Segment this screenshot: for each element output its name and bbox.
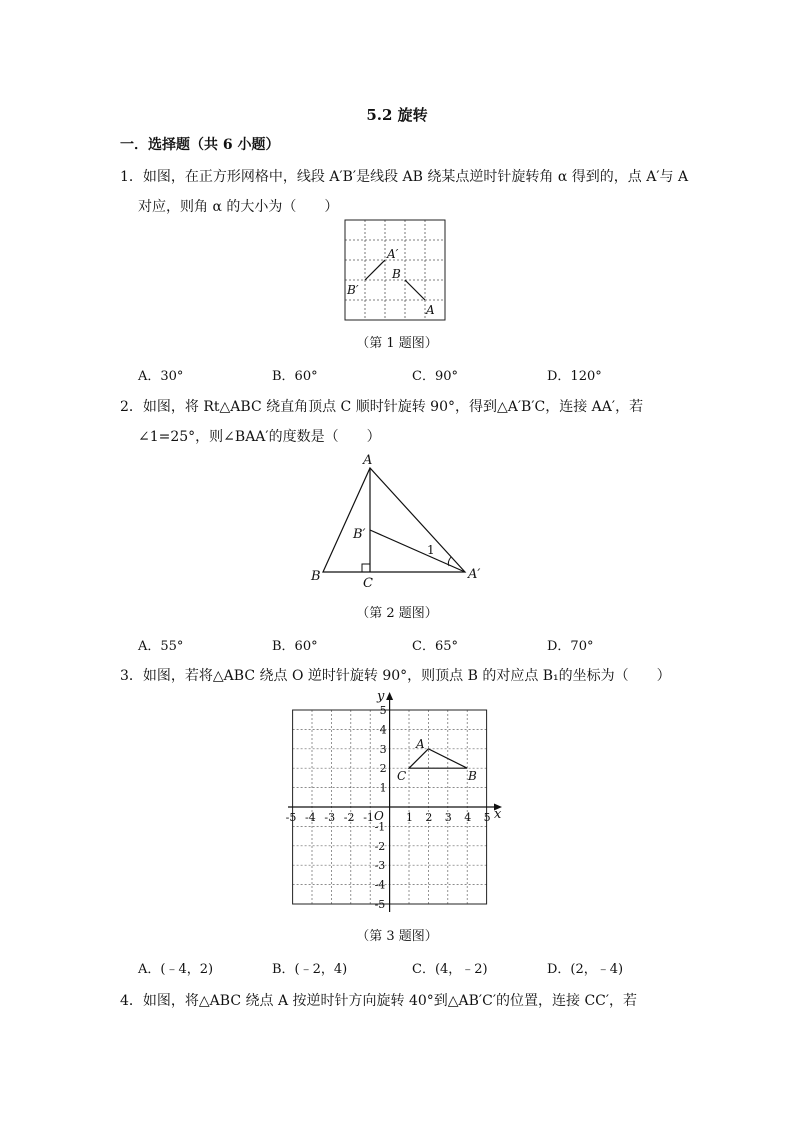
x-axis-label: x bbox=[494, 807, 502, 822]
y-tick-label: -4 bbox=[374, 878, 386, 892]
right-angle-mark bbox=[362, 564, 370, 572]
label-a: A bbox=[426, 303, 435, 317]
triangle-abc bbox=[323, 468, 465, 572]
x-tick-label: 3 bbox=[444, 811, 452, 824]
q3-option-d[interactable]: D．(2，﹣4) bbox=[547, 962, 624, 977]
q2-figure bbox=[305, 450, 495, 595]
x-tick-label: 2 bbox=[425, 811, 433, 824]
q1-option-b[interactable]: B．60° bbox=[272, 369, 318, 384]
label-b-prime: B′ bbox=[347, 283, 359, 297]
label-a: A bbox=[363, 453, 373, 468]
label-c: C bbox=[397, 769, 407, 783]
q3-caption: （第 3 题图） bbox=[356, 929, 438, 944]
q1-option-a[interactable]: A．30° bbox=[138, 369, 184, 384]
y-tick-label: 3 bbox=[379, 742, 387, 756]
x-tick-label: 4 bbox=[464, 811, 472, 824]
q2-caption: （第 2 题图） bbox=[356, 606, 438, 621]
y-axis-arrow bbox=[386, 692, 393, 700]
segment-a-b bbox=[405, 280, 425, 300]
triangle-abc bbox=[409, 749, 467, 768]
y-tick-label: 4 bbox=[379, 723, 387, 737]
section-heading: 一．选择题（共 6 小题） bbox=[120, 137, 280, 153]
q2-text-line2: ∠1=25°，则∠BAA′的度数是（ ） bbox=[138, 429, 381, 445]
label-angle-1: 1 bbox=[427, 543, 435, 557]
q2-option-b[interactable]: B．60° bbox=[272, 639, 318, 654]
q1-text-line1: 1．如图，在正方形网格中，线段 A′B′是线段 AB 绕某点逆时针旋转角 α 得到的，点 A′与 A bbox=[120, 169, 689, 185]
x-tick-label: 5 bbox=[483, 811, 491, 824]
label-b: B bbox=[311, 569, 321, 584]
label-a: A bbox=[416, 737, 425, 751]
q2-text-line1: 2．如图，将 Rt△ABC 绕直角顶点 C 顺时针旋转 90°，得到△A′B′C，连接 AA′，若 bbox=[120, 399, 644, 415]
label-b: B bbox=[392, 267, 401, 281]
y-tick-label: 2 bbox=[379, 762, 387, 776]
q2-option-d[interactable]: D．70° bbox=[547, 639, 594, 654]
label-b-prime: B′ bbox=[353, 527, 366, 542]
x-tick-label: -4 bbox=[305, 811, 316, 824]
y-tick-label: 1 bbox=[379, 781, 387, 795]
y-tick-label: -2 bbox=[374, 839, 386, 853]
x-tick-label: -3 bbox=[324, 811, 336, 824]
y-tick-label: -1 bbox=[374, 820, 386, 834]
q1-caption: （第 1 题图） bbox=[356, 336, 438, 351]
x-tick-labels bbox=[286, 811, 491, 824]
segment-b-prime-a-prime bbox=[370, 530, 465, 572]
q1-option-d[interactable]: D．120° bbox=[547, 369, 602, 384]
q1-text-line2: 对应，则角 α 的大小为（ ） bbox=[138, 199, 339, 215]
q3-text-line1: 3．如图，若将△ABC 绕点 O 逆时针旋转 90°，则顶点 B 的对应点 B₁的坐标为（ ） bbox=[120, 668, 671, 684]
y-axis-label: y bbox=[377, 689, 385, 704]
q2-option-c[interactable]: C．65° bbox=[412, 639, 458, 654]
segment-a-prime-b-prime bbox=[365, 260, 385, 280]
q3-option-c[interactable]: C．(4，﹣2) bbox=[412, 962, 488, 977]
page-title: 5.2 旋转 bbox=[366, 106, 428, 124]
origin-label: O bbox=[374, 809, 384, 823]
x-tick-label: 1 bbox=[406, 811, 413, 824]
label-b: B bbox=[468, 769, 477, 783]
label-a-prime: A′ bbox=[387, 247, 399, 261]
q3-option-a[interactable]: A．(﹣4，2) bbox=[138, 962, 214, 977]
x-tick-label: -2 bbox=[343, 811, 355, 824]
label-a-prime: A′ bbox=[468, 567, 481, 582]
q1-figure bbox=[345, 220, 445, 320]
y-tick-label: 5 bbox=[379, 704, 387, 717]
x-tick-label: -5 bbox=[285, 811, 297, 824]
y-tick-label: -5 bbox=[374, 898, 386, 911]
x-tick-label: -1 bbox=[363, 811, 374, 824]
q4-text-line1: 4．如图，将△ABC 绕点 A 按逆时针方向旋转 40°到△AB′C′的位置，连接 CC′，若 bbox=[120, 993, 638, 1009]
q2-option-a[interactable]: A．55° bbox=[138, 639, 184, 654]
q1-option-c[interactable]: C．90° bbox=[412, 369, 458, 384]
q3-option-b[interactable]: B．(﹣2，4) bbox=[272, 962, 348, 977]
y-tick-label: -3 bbox=[374, 859, 386, 873]
label-c: C bbox=[363, 576, 373, 591]
q3-figure bbox=[285, 689, 508, 912]
